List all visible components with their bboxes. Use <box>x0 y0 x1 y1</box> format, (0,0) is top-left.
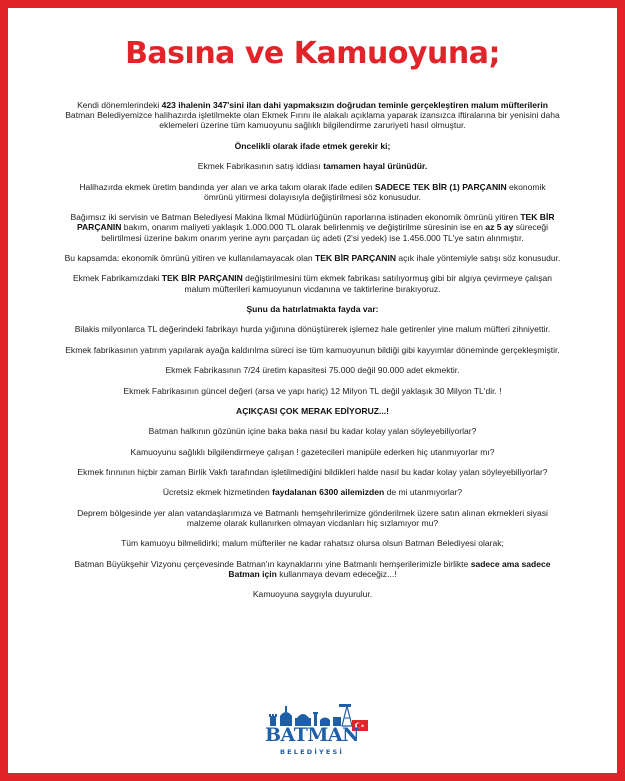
statement-paragraph <box>64 447 561 457</box>
bold-text: TEK BİR PARÇANIN <box>76 212 555 233</box>
statement-paragraph <box>64 324 561 334</box>
bold-text: az 5 ay <box>485 222 514 233</box>
statement-paragraph <box>64 212 561 243</box>
bold-text: 423 ihalenin 347'sini ilan dahi yapmaksızın doğrudan teminle gerçekleştiren malum müfterilerin <box>161 100 548 110</box>
text: kullanmaya devam edeceğiz...! <box>276 569 397 580</box>
bold-text: faydalanan 6300 ailemizden <box>272 487 385 498</box>
bold-text: tamamen hayal ürünüdür. <box>323 161 428 172</box>
statement-paragraph <box>64 589 561 599</box>
text: Batman Belediyemizce halihazırda işletilmekte olan Ekmek Fırını ile alakalı açıklama yaparak izansızca iftiralarına bir yenisini daha eklemeleri üzerine tüm kamuoyunu sağlıklı bilgilendirme zaruriyeti hasıl olmuştur. <box>65 110 560 131</box>
bold-text: AÇIKÇASI ÇOK MERAK EDİYORUZ...! <box>236 405 389 416</box>
text: değiştirilmesini tüm ekmek fabrikası satılıyormuş gibi bir algıya çevirmeye çalışan malum müfterileri kamuoyunun vicdanına ve taktirlerine bırakıyoruz. <box>184 273 553 294</box>
statement-paragraph <box>64 508 561 528</box>
bold-text: TEK BİR PARÇANIN <box>314 252 397 263</box>
text: Kamuoyuna saygıyla duyurulur. <box>252 589 373 600</box>
text: Kamuoyunu sağlıklı bilgilendirmeye çalışan ! gazetecileri manipüle ederken hiç utanmıyorlar mı? <box>130 446 495 457</box>
text: Bağımsız iki servisin ve Batman Belediyesi Makina İkmal Müdürlüğünün raporlarına istinaden ekonomik ömrünü yitiren <box>70 212 521 223</box>
page-title: Basına ve Kamuoyuna; <box>125 36 500 71</box>
text: Ekmek Fabrikamızdaki <box>72 273 162 284</box>
bold-text: Öncelikli olarak ifade etmek gerekir ki; <box>234 140 391 151</box>
text: de mi utanmıyorlar? <box>384 487 463 498</box>
text: Halihazırda ekmek üretim bandında yer alan ve arka takım olarak ifade edilen <box>79 181 375 192</box>
batman-belediyesi-logo <box>262 694 374 762</box>
text: süreceği belirtilmesi üzerine bakım onarım yerine aynı parçadan üç adeti (2'si yedek) ise 1.456.000 TL'ye satın alınmıştır. <box>101 222 549 243</box>
statement-paragraph <box>64 100 561 131</box>
text: Batman halkının gözünün içine baka baka nasıl bu kadar kolay yalan söyleyebiliyorlar? <box>148 426 477 437</box>
statement-paragraph <box>64 538 561 548</box>
statement-paragraph <box>64 365 561 375</box>
statement-paragraph <box>64 304 561 314</box>
statement-paragraph <box>64 487 561 497</box>
text: Bilakis milyonlarca TL değerindeki fabrikayı hurda yığınına dönüştürerek işlemez hale getirenler yine malum müfteri zihniyettir. <box>74 324 551 335</box>
statement-paragraph <box>64 161 561 171</box>
bold-text: SADECE TEK BİR (1) PARÇANIN <box>374 181 507 192</box>
text: Ekmek Fabrikasının 7/24 üretim kapasitesi 75.000 değil 90.000 adet ekmektir. <box>165 365 460 376</box>
statement-paragraph <box>64 273 561 293</box>
text: Ekmek Fabrikasının satış iddiası <box>197 161 324 172</box>
statement-paragraph <box>64 386 561 396</box>
statement-body <box>64 100 561 610</box>
logo-wordmark: BATMAN <box>264 724 360 746</box>
text: açık ihale yöntemiyle satışı söz konusudur. <box>396 252 561 263</box>
statement-paragraph <box>64 141 561 151</box>
text: Deprem bölgesinde yer alan vatandaşlarımıza ve Batmanlı hemşehrilerimize gönderilmek üzere satın alınan ekmekleri siyasi malzeme olarak kullanırken olmayan vicdanları hiç sızlamıyor mu? <box>77 507 548 529</box>
text: Bu kapsamda: ekonomik ömrünü yitiren ve kullanılamayacak olan <box>64 252 315 263</box>
statement-paragraph <box>64 467 561 477</box>
bold-text: TEK BİR PARÇANIN <box>161 273 243 284</box>
bold-text: Şunu da hatırlatmakta fayda var: <box>246 303 379 314</box>
statement-paragraph <box>64 253 561 263</box>
logo-subtitle: BELEDİYESİ <box>279 748 345 756</box>
bold-text: sadece ama sadece Batman için <box>228 558 551 580</box>
text: Ekmek fabrikasının yatırım yapılarak ayağa kaldırılma süreci ise tüm kamuoyunun bildiği gibi kayyımlar döneminde gerçekleşmiştir. <box>65 344 560 355</box>
text: Tüm kamuoyu bilmelidirki; malum müfteriler ne kadar rahatsız olursa olsun Batman Belediyesi olarak; <box>121 538 504 549</box>
text: Ücretsiz ekmek hizmetinden <box>162 487 273 498</box>
statement-paragraph <box>64 406 561 416</box>
text: bakım, onarım maliyeti yaklaşık 1.000.000 TL olarak belirlenmiş ve değiştirilme süresinin ise en <box>121 222 486 233</box>
text: Kendi dönemlerindeki <box>77 100 162 110</box>
text: ekonomik ömrünü yitirmesi dolayısıyla değiştirilmesi söz konusudur. <box>203 181 546 202</box>
text: Ekmek Fabrikasının güncel değeri (arsa ve yapı hariç) 12 Milyon TL değil yaklaşık 30 Milyon TL'dir. ! <box>123 385 502 396</box>
statement-paragraph <box>64 182 561 202</box>
statement-paragraph <box>64 426 561 436</box>
statement-paragraph <box>64 345 561 355</box>
text: Ekmek fırınının hiçbir zaman Birlik Vakfı tarafından işletilmediğini bildikleri halde nasıl bu kadar kolay yalan söyleyebiliyorlar? <box>77 467 548 478</box>
statement-paragraph <box>64 559 561 579</box>
text: Batman Büyükşehir Vizyonu çerçevesinde Batman'ın kaynaklarını yine Batmanlı hemşerilerimizle birlikte <box>74 558 471 569</box>
